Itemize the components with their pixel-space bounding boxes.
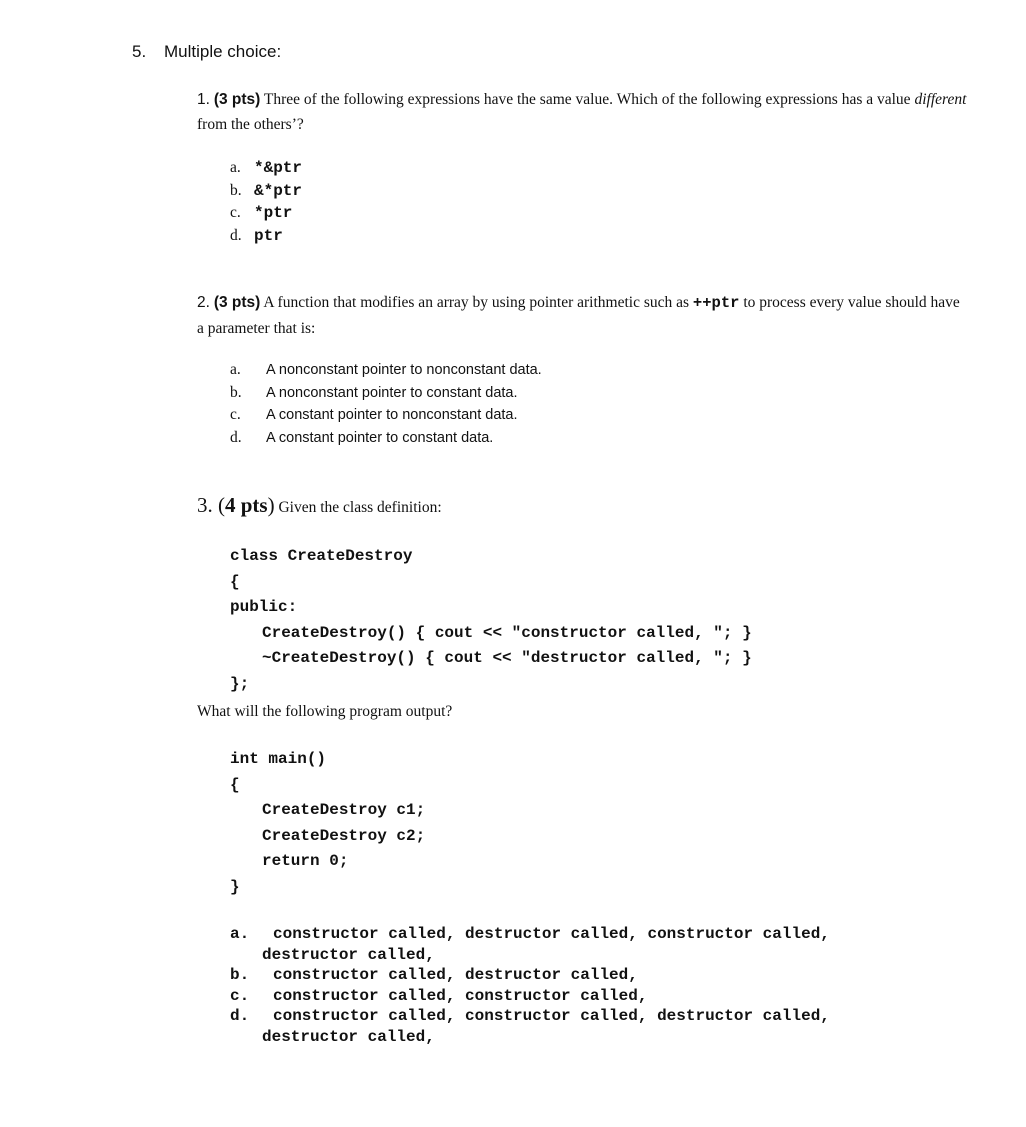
- option-value: A nonconstant pointer to constant data.: [266, 384, 518, 401]
- question-3-option-c[interactable]: [230, 986, 830, 1007]
- option-value: *&ptr: [254, 159, 303, 177]
- option-letter: b.: [230, 383, 242, 401]
- code-line: public:: [230, 598, 298, 616]
- question-3-option-a[interactable]: [230, 924, 830, 965]
- question-3-prompt: [197, 493, 442, 518]
- question-2-number: 2.: [197, 294, 210, 311]
- question-1-prompt: [197, 87, 967, 137]
- question-1-number: 1.: [197, 91, 210, 108]
- option-letter: c.: [230, 986, 250, 1005]
- question-2-inline-code: ++ptr: [692, 294, 740, 312]
- question-2-text-after: to process every value should have a parameter that is:: [197, 294, 960, 337]
- code-line: CreateDestroy() { cout << "constructor called, "; }: [262, 623, 752, 642]
- option-value: A constant pointer to nonconstant data.: [266, 407, 518, 423]
- option-letter: d.: [230, 428, 242, 446]
- question-2-text-before: A function that modifies an array by using pointer arithmetic such as: [260, 294, 693, 311]
- option-letter: a.: [230, 361, 241, 378]
- code-line: }: [230, 877, 240, 896]
- code-line: return 0;: [262, 852, 349, 870]
- code-line: };: [230, 674, 250, 693]
- option-text-line1: constructor called, constructor called,: [273, 986, 648, 1005]
- question-2-option-b[interactable]: [230, 382, 542, 405]
- option-text-line1: constructor called, destructor called,: [273, 966, 638, 984]
- question-3-option-d[interactable]: [230, 1006, 830, 1047]
- main-function-code: [230, 747, 425, 900]
- question-2-option-c[interactable]: [230, 404, 542, 427]
- code-line: int main(): [230, 750, 327, 768]
- question-2-points: (3 pts): [213, 294, 261, 311]
- question-1-points: (3 pts): [213, 91, 261, 108]
- question-3-close-paren: ): [267, 493, 275, 517]
- code-line: class CreateDestroy: [230, 547, 413, 565]
- option-letter: c.: [230, 204, 241, 221]
- question-2-option-d[interactable]: [230, 427, 542, 450]
- option-value: ptr: [254, 226, 283, 245]
- option-letter: b.: [230, 966, 250, 984]
- option-letter: d.: [230, 1007, 250, 1025]
- option-letter: d.: [230, 226, 242, 244]
- question-1-text-before: Three of the following expressions have the same value. Which of the following expressions has a value: [260, 91, 915, 108]
- question-1-emphasis: different: [914, 91, 967, 108]
- question-2-option-a[interactable]: [230, 359, 542, 382]
- question-2-options: [230, 359, 542, 449]
- section-number: 5.: [132, 42, 147, 61]
- code-line: CreateDestroy c1;: [262, 801, 426, 819]
- option-value: &*ptr: [254, 181, 303, 200]
- question-3-number: 3. (: [197, 493, 225, 517]
- code-line: {: [230, 775, 240, 794]
- option-letter: b.: [230, 181, 242, 199]
- option-letter: a.: [230, 159, 241, 176]
- question-3-options: [230, 924, 830, 1047]
- code-line: ~CreateDestroy() { cout << "destructor called, "; }: [262, 649, 752, 667]
- option-letter: c.: [230, 406, 241, 423]
- option-value: A constant pointer to constant data.: [266, 429, 494, 446]
- question-3-text: Given the class definition:: [274, 499, 442, 516]
- code-line: CreateDestroy c2;: [262, 826, 426, 845]
- question-1-option-a[interactable]: [230, 157, 302, 180]
- option-value: *ptr: [254, 204, 293, 222]
- option-text-line2: destructor called,: [262, 945, 435, 964]
- question-1-options: [230, 157, 302, 247]
- option-letter: a.: [230, 925, 250, 943]
- question-2-prompt: [197, 290, 967, 341]
- option-text-line2: destructor called,: [262, 1027, 435, 1046]
- section-title: Multiple choice:: [164, 42, 282, 61]
- question-1-option-b[interactable]: [230, 180, 302, 203]
- question-1-option-c[interactable]: [230, 202, 302, 225]
- question-1-option-d[interactable]: [230, 225, 302, 248]
- section-heading: [132, 40, 281, 64]
- code-line: {: [230, 572, 240, 591]
- question-3-followup: What will the following program output?: [197, 703, 453, 720]
- question-3-option-b[interactable]: [230, 965, 830, 986]
- option-text-line1: constructor called, constructor called, destructor called,: [273, 1007, 830, 1025]
- question-3-points: 4 pts: [225, 493, 268, 517]
- option-text-line1: constructor called, destructor called, constructor called,: [273, 925, 830, 943]
- class-definition-code: [230, 544, 752, 697]
- option-value: A nonconstant pointer to nonconstant data.: [266, 362, 542, 378]
- question-1-text-after: from the others’?: [197, 116, 304, 133]
